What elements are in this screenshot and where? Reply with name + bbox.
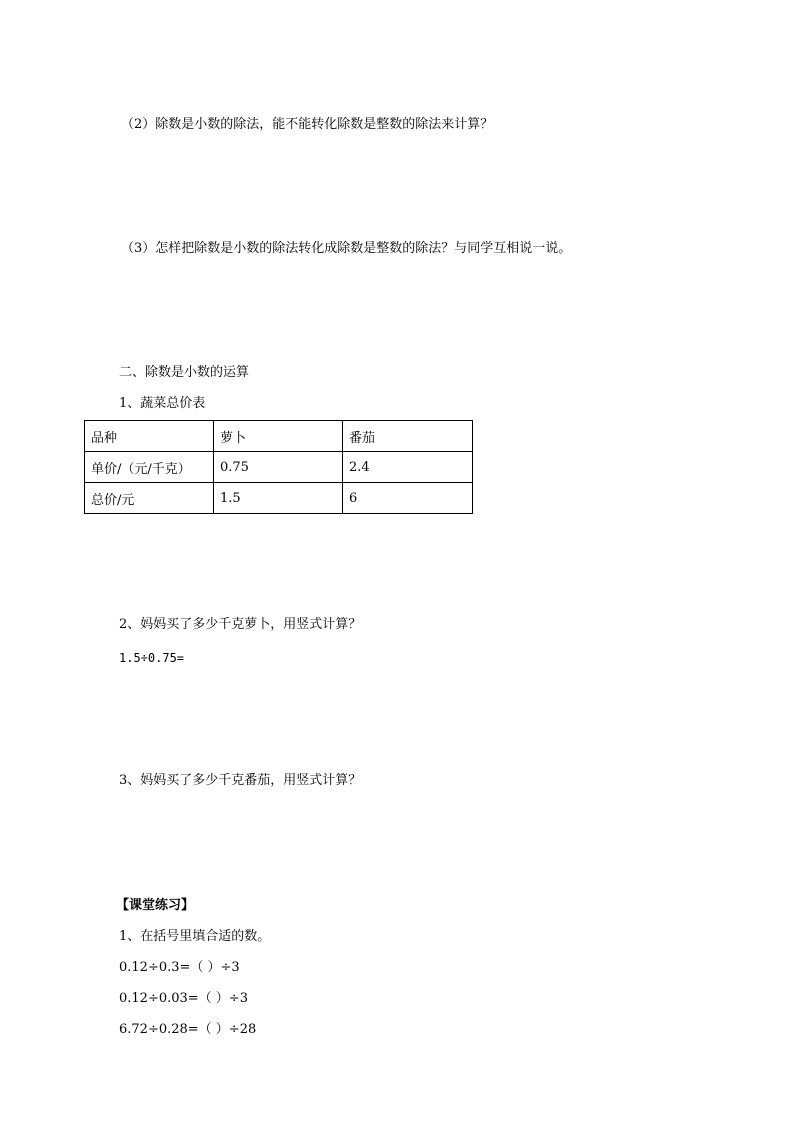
item-3-question: 3、妈妈买了多少千克番茄，用竖式计算？	[119, 773, 362, 788]
table-cell: 1.5	[214, 483, 343, 514]
practice-question-1: 1、在括号里填合适的数。	[119, 929, 271, 944]
table-row	[85, 452, 473, 483]
section-2-title: 二、除数是小数的运算	[119, 365, 250, 380]
table-cell: 2.4	[343, 452, 473, 483]
table-cell: 品种	[85, 421, 214, 452]
table-cell: 总价/元	[85, 483, 214, 514]
exercise-line: 0.12÷0.03=（ ）÷3	[119, 991, 248, 1006]
table-cell: 6	[343, 483, 473, 514]
table-cell: 番茄	[343, 421, 473, 452]
question-3: （3）怎样把除数是小数的除法转化成除数是整数的除法？与同学互相说一说。	[121, 241, 572, 256]
table-cell: 单价/（元/千克）	[85, 452, 214, 483]
exercise-line: 0.12÷0.3=（ ）÷3	[119, 960, 240, 975]
item-2-expression: 1.5÷0.75=	[119, 651, 185, 665]
table-cell: 萝卜	[214, 421, 343, 452]
table-row	[85, 483, 473, 514]
table-title: 1、蔬菜总价表	[119, 396, 206, 411]
practice-heading: 【课堂练习】	[116, 898, 195, 913]
table-cell: 0.75	[214, 452, 343, 483]
exercise-line: 6.72÷0.28=（ ）÷28	[119, 1022, 257, 1037]
table-row	[85, 421, 473, 452]
vegetable-price-table	[84, 420, 473, 514]
item-2-question: 2、妈妈买了多少千克萝卜，用竖式计算？	[119, 617, 362, 632]
question-2: （2）除数是小数的除法，能不能转化除数是整数的除法来计算？	[121, 117, 494, 132]
